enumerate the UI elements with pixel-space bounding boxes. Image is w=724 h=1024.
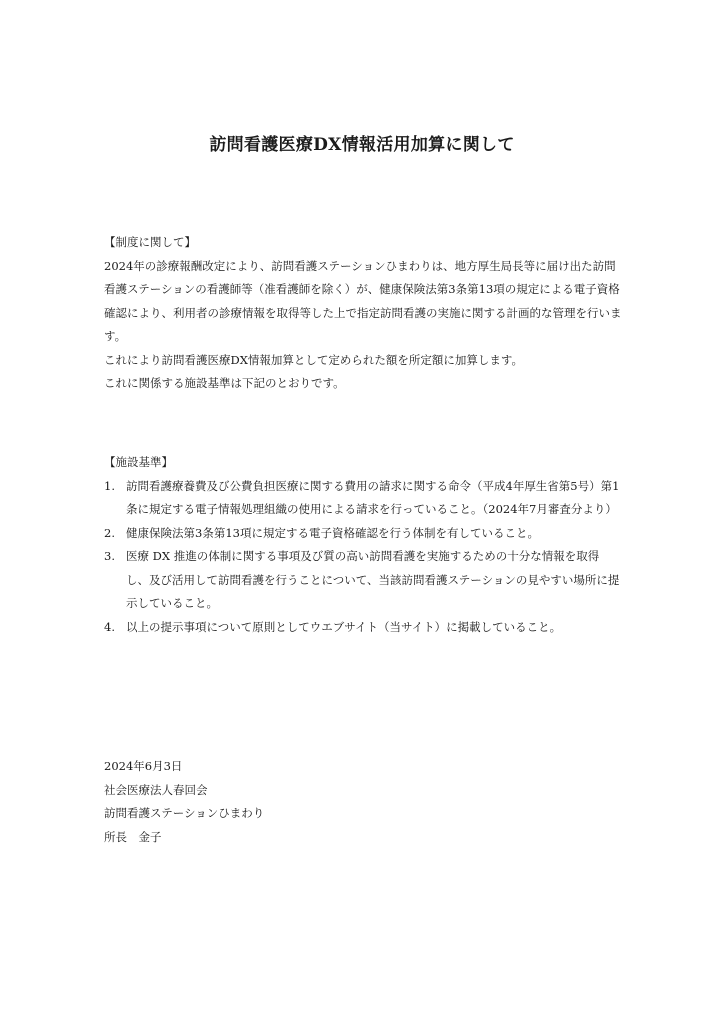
system-paragraph-1: 2024年の診療報酬改定により、訪問看護ステーションひまわりは、地方厚生局長等に届け出た訪問看護ステーションの看護師等（准看護師を除く）が、健康保険法第3条第13項の規定による電子資格確認により、利用者の診療情報を取得等した上で指定訪問看護の実施に関する計画的な管理を行います。	[104, 258, 622, 343]
criteria-item-number: 1.	[104, 478, 115, 493]
criteria-item-text: 健康保険法第3条第13項に規定する電子資格確認を行う体制を有していること。	[126, 525, 539, 540]
corporation-name: 社会医療法人春回会	[104, 782, 208, 797]
criteria-item	[104, 616, 622, 640]
criteria-item	[104, 545, 622, 616]
criteria-item-text: 医療 DX 推進の体制に関する事項及び質の高い訪問看護を実施するための十分な情報を取得し、及び活用して訪問看護を行うことについて、当該訪問看護ステーションの見やすい場所に提示していること。	[126, 549, 620, 610]
criteria-item-text: 訪問看護療養費及び公費負担医療に関する費用の請求に関する命令（平成4年厚生省第5号）第1条に規定する電子情報処理組織の使用による請求を行っていること。（2024年7月審査分より）	[126, 478, 620, 516]
signature-block	[104, 755, 504, 849]
criteria-item-number: 4.	[104, 619, 115, 634]
station-name: 訪問看護ステーションひまわり	[104, 806, 265, 820]
system-paragraph-3: これに関係する施設基準は下記のとおりです。	[104, 376, 345, 390]
system-paragraph-2: これにより訪問看護医療DX情報加算として定められた額を所定額に加算します。	[104, 352, 523, 367]
director-name: 所長 金子	[104, 829, 162, 844]
issue-date: 2024年6月3日	[104, 759, 183, 773]
criteria-item-text: 以上の提示事項について原則としてウエブサイト（当サイト）に掲載していること。	[126, 619, 562, 634]
criteria-item-number: 2.	[104, 525, 115, 540]
criteria-section	[104, 451, 622, 639]
page-title: 訪問看護医療DX情報活用加算に関して	[209, 135, 515, 155]
system-heading: 【制度に関して】	[104, 235, 196, 249]
criteria-heading: 【施設基準】	[104, 455, 173, 469]
criteria-item	[104, 522, 622, 546]
criteria-list	[104, 475, 622, 640]
criteria-item-number: 3.	[104, 549, 115, 563]
criteria-item	[104, 475, 622, 522]
system-section	[104, 231, 622, 396]
